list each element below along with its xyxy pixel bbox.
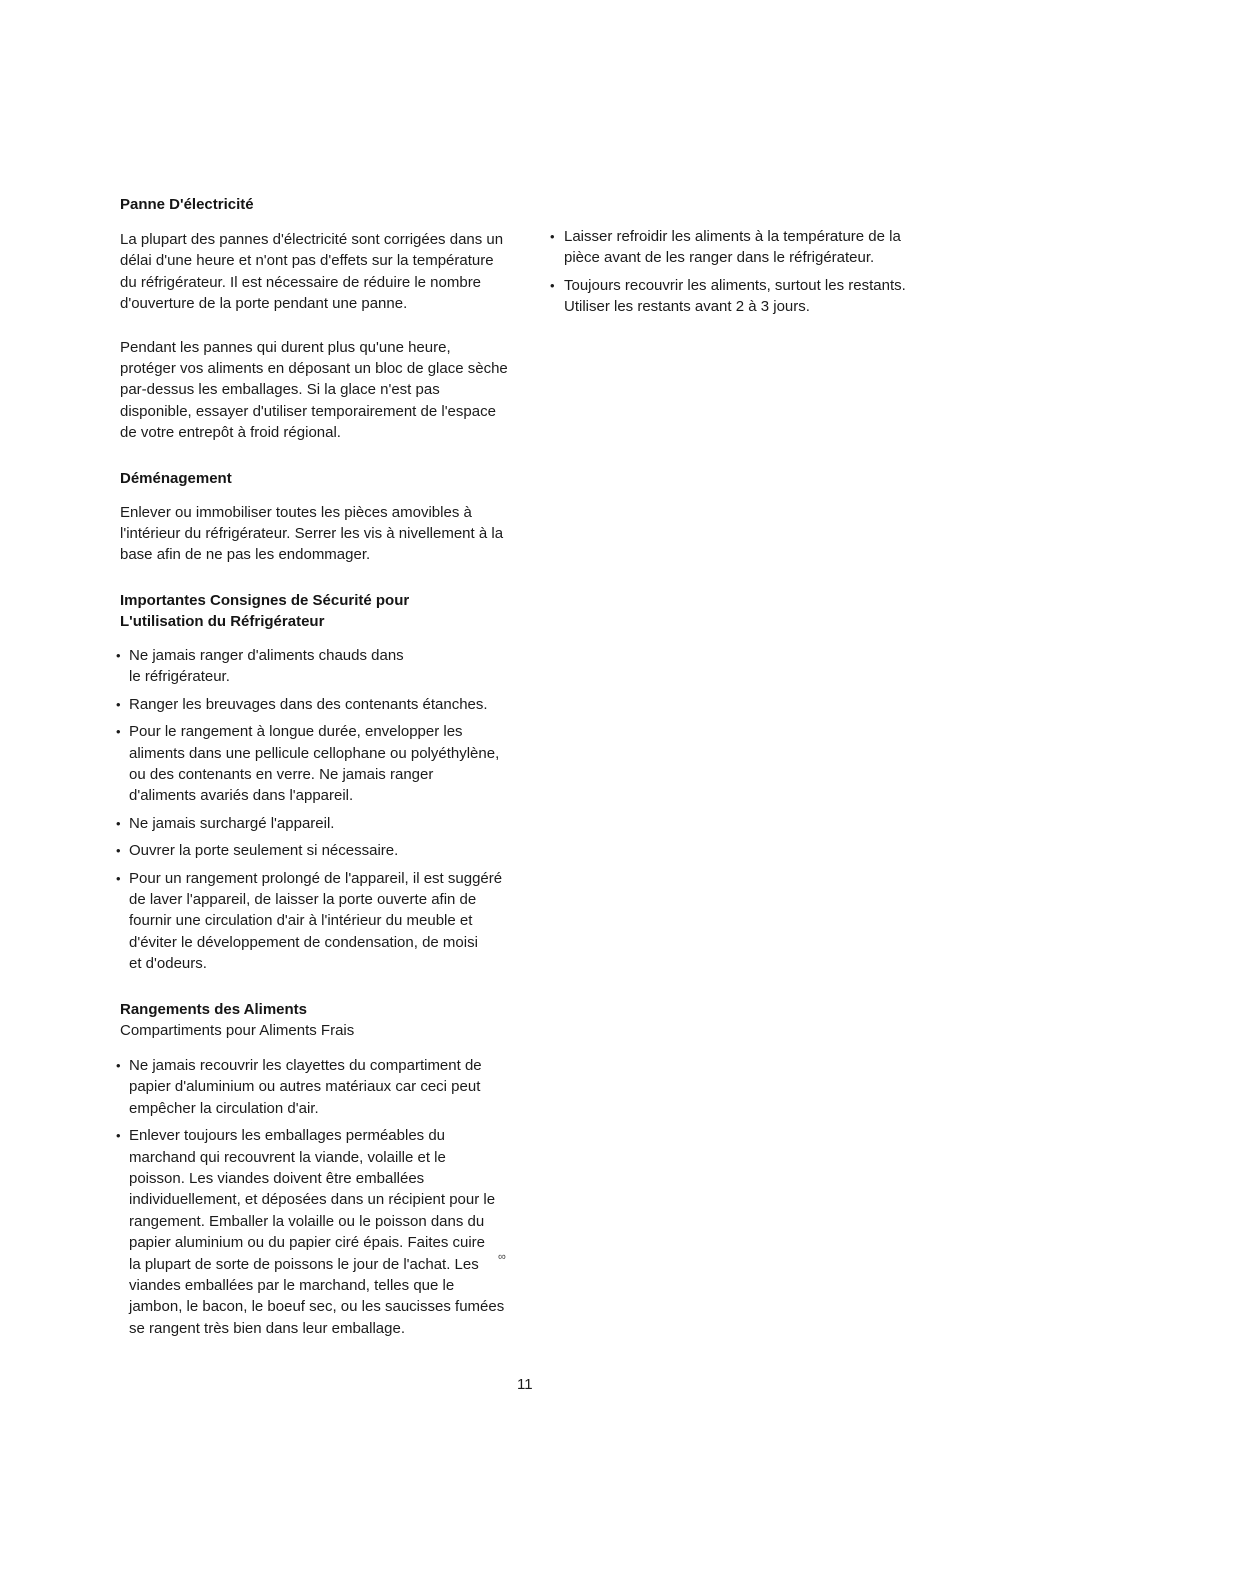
- list-item: • Pour un rangement prolongé de l'appareil, il est suggéré de laver l'appareil, de laisser la porte ouverte afin de fournir une circulation d'air à l'intérieur du meuble et d'éviter le développement de condensation, de moisi et d'odeurs.: [120, 868, 520, 975]
- right-column: [556, 226, 926, 324]
- paragraph-panne-2: Pendant les pannes qui durent plus qu'une heure, protéger vos aliments en déposant un bloc de glace sèche par-dessus les emballages. Si la glace n'est pas disponible, essayer d'utiliser temporairement de l'espace de votre entrepôt à froid régional.: [120, 338, 508, 442]
- list-consignes: [120, 645, 520, 975]
- subheading-compartiments: Compartiments pour Aliments Frais: [120, 1021, 355, 1039]
- paragraph-demenagement: Enlever ou immobiliser toutes les pièces amovibles à l'intérieur du réfrigérateur. Serrer les vis à nivellement à la base afin de ne pas les endommager.: [120, 503, 504, 564]
- paragraph-panne-1: La plupart des pannes d'électricité sont corrigées dans un délai d'une heure et n'ont pas d'effets sur la température du réfrigérateur. Il est nécessaire de réduire le nombre d'ouverture de la porte pendant une panne.: [120, 231, 504, 313]
- left-column: [120, 194, 520, 1345]
- heading-rangements: Rangements des Aliments: [120, 1000, 307, 1018]
- list-item: • Enlever toujours les emballages perméables du marchand qui recouvrent la viande, volaille et le poisson. Les viandes doivent être emballées individuellement, et déposées dans un récipient pour le rangement. Emballer la volaille ou le poisson dans du papier aluminium ou du papier ciré épais. Faites cuire la plupart de sorte de poissons le jour de l'achat. Les viandes emballées par le marchand, telles que le jambon, le bacon, le boeuf sec, ou les saucisses fumées se rangent très bien dans leur emballage.: [120, 1125, 520, 1339]
- list-item: • Toujours recouvrir les aliments, surtout les restants. Utiliser les restants avant 2 à 3 jours.: [550, 275, 920, 318]
- list-item: • Ouvrer la porte seulement si nécessaire.: [120, 840, 520, 861]
- list-item: • Ranger les breuvages dans des contenants étanches.: [120, 694, 520, 715]
- list-item: • Ne jamais recouvrir les clayettes du compartiment de papier d'aluminium ou autres matériaux car ceci peut empêcher la circulation d'air.: [120, 1055, 520, 1119]
- heading-panne: Panne D'électricité: [120, 196, 254, 213]
- page-number: 11: [517, 1376, 533, 1393]
- list-rangements: [120, 1055, 520, 1339]
- list-item: • Ne jamais surchargé l'appareil.: [120, 813, 520, 834]
- heading-demenagement: Déménagement: [120, 469, 232, 487]
- list-item: • Ne jamais ranger d'aliments chauds dans le réfrigérateur.: [120, 645, 520, 688]
- list-item: • Laisser refroidir les aliments à la température de la pièce avant de les ranger dans le réfrigérateur.: [550, 226, 920, 269]
- list-right: [556, 226, 926, 318]
- margin-mark: ∞: [498, 1251, 506, 1263]
- list-item: • Pour le rangement à longue durée, envelopper les aliments dans une pellicule cellophane ou polyéthylène, ou des contenants en verre. Ne jamais ranger d'aliments avariés dans l'appareil.: [120, 721, 520, 807]
- heading-consignes: Importantes Consignes de Sécurité pour L'utilisation du Réfrigérateur: [120, 591, 410, 630]
